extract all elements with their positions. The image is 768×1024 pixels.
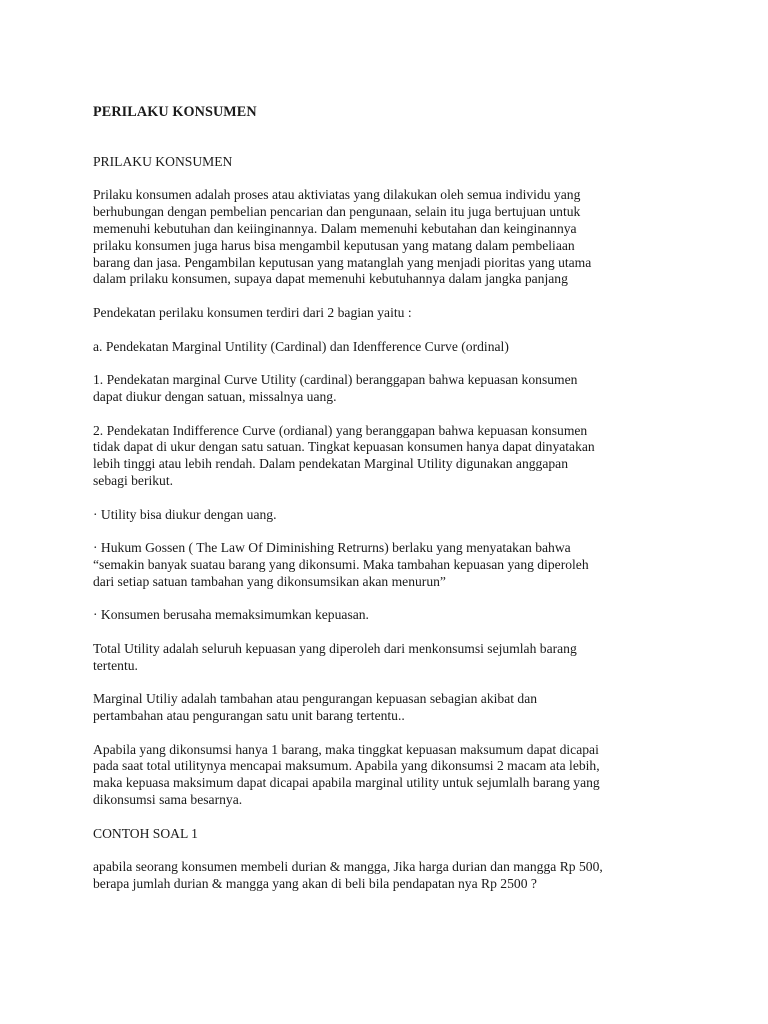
text-line: dikonsumsi sama besarnya.	[93, 792, 243, 808]
paragraph	[93, 691, 683, 725]
text-line: maka kepuasa maksimum dapat dicapai apabila marginal utility untuk sejumlalh barang yang	[93, 775, 600, 791]
paragraph	[93, 423, 683, 490]
paragraph	[93, 826, 683, 843]
text-line: memenuhi kebutuhan dan keiinginannya. Dalam memenuhi kebutahan dan keinginannya	[93, 220, 577, 236]
paragraph	[93, 339, 683, 356]
text-line: CONTOH SOAL 1	[93, 825, 198, 841]
paragraph	[93, 607, 683, 624]
document-title: PERILAKU KONSUMEN	[93, 104, 257, 120]
text-line: · Utility bisa diukur dengan uang.	[93, 506, 277, 522]
text-line: apabila seorang konsumen membeli durian & mangga, Jika harga durian dan mangga Rp 500,	[93, 859, 603, 875]
text-line: lebih tinggi atau lebih rendah. Dalam pendekatan Marginal Utility digunakan anggapan	[93, 456, 569, 472]
text-line: 1. Pendekatan marginal Curve Utility (cardinal) beranggapan bahwa kepuasan konsumen	[93, 372, 578, 388]
paragraph	[93, 641, 683, 675]
text-line: Pendekatan perilaku konsumen terdiri dari 2 bagian yaitu :	[93, 304, 412, 320]
text-line: Total Utility adalah seluruh kepuasan yang diperoleh dari menkonsumsi sejumlah barang	[93, 640, 577, 656]
text-line: dalam prilaku konsumen, supaya dapat memenuhi kebutuhannya dalam jangka panjang	[93, 271, 568, 287]
text-line: dari setiap satuan tambahan yang dikonsumsikan akan menurun”	[93, 573, 446, 589]
text-line: sebagi berikut.	[93, 472, 174, 488]
text-line: PRILAKU KONSUMEN	[93, 153, 233, 169]
text-line: “semakin banyak suatau barang yang dikonsumi. Maka tambahan kepuasan yang diperoleh	[93, 556, 589, 572]
text-line: berhubungan dengan pembelian pencarian dan pengunaan, selain itu juga bertujuan untuk	[93, 204, 581, 220]
text-line: Prilaku konsumen adalah proses atau aktiviatas yang dilakukan oleh semua individu yang	[93, 187, 581, 203]
text-line: tertentu.	[93, 657, 138, 673]
document-body	[93, 104, 683, 910]
text-line: prilaku konsumen juga harus bisa mengambil keputusan yang matang dalam pembeliaan	[93, 237, 575, 253]
text-line: pertambahan atau pengurangan satu unit barang tertentu..	[93, 708, 405, 724]
paragraph	[93, 507, 683, 524]
text-line: · Konsumen berusaha memaksimumkan kepuasan.	[93, 607, 369, 623]
text-line: dapat diukur dengan satuan, missalnya uang.	[93, 388, 337, 404]
paragraph	[93, 859, 683, 893]
paragraph	[93, 154, 683, 171]
text-line: tidak dapat di ukur dengan satu satuan. Tingkat kepuasan konsumen hanya dapat dinyatakan	[93, 439, 595, 455]
text-line: pada saat total utilitynya mencapai maksumum. Apabila yang dikonsumsi 2 macam ata lebih,	[93, 758, 600, 774]
paragraph	[93, 742, 683, 809]
text-line: · Hukum Gossen ( The Law Of Diminishing Retrurns) berlaku yang menyatakan bahwa	[93, 540, 571, 556]
text-line: 2. Pendekatan Indifference Curve (ordianal) yang beranggapan bahwa kepuasan konsumen	[93, 422, 588, 438]
paragraph	[93, 372, 683, 406]
paragraph-list	[93, 154, 683, 893]
text-line: a. Pendekatan Marginal Untility (Cardinal) dan Idenfference Curve (ordinal)	[93, 338, 509, 354]
text-line: Marginal Utiliy adalah tambahan atau pengurangan kepuasan sebagian akibat dan	[93, 691, 538, 707]
paragraph	[93, 540, 683, 590]
paragraph	[93, 305, 683, 322]
text-line: Apabila yang dikonsumsi hanya 1 barang, maka tinggkat kepuasan maksumum dapat dicapai	[93, 741, 599, 757]
text-line: barang dan jasa. Pengambilan keputusan yang matanglah yang menjadi pioritas yang utama	[93, 254, 592, 270]
paragraph	[93, 187, 683, 288]
text-line: berapa jumlah durian & mangga yang akan di beli bila pendapatan nya Rp 2500 ?	[93, 876, 537, 892]
